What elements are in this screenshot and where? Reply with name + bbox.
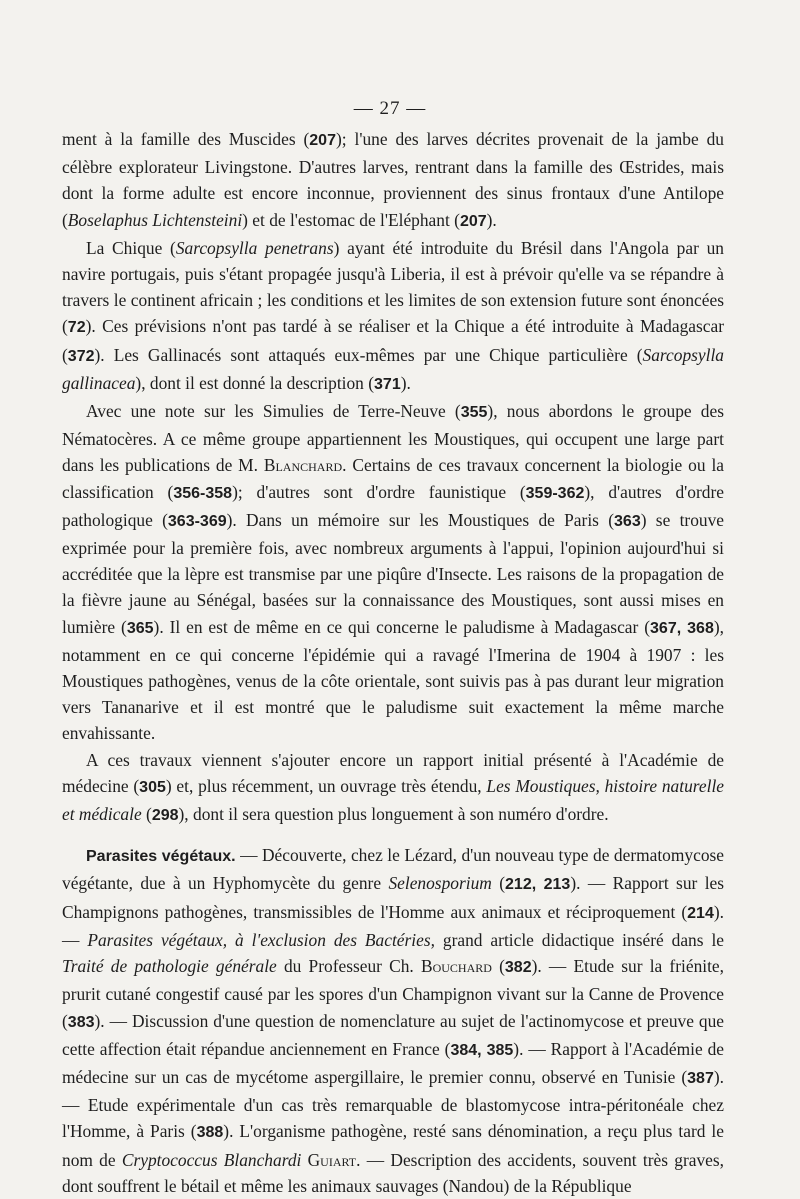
reference-number: 363-369 bbox=[167, 512, 227, 530]
reference-number: 214 bbox=[687, 904, 714, 922]
reference-number: 207 bbox=[309, 132, 336, 149]
reference-number: 212, 213 bbox=[505, 876, 571, 894]
section-heading: Parasites végétaux. bbox=[86, 848, 236, 866]
text-run: ). — Etude sur la friénite, prurit cutané congestif causé par les spores d'un Champignon vivant sur la Canne de Provence ( bbox=[62, 956, 724, 1031]
reference-number: 305 bbox=[139, 778, 166, 796]
text-run: ), d'autres d'ordre pathologique ( bbox=[62, 481, 724, 530]
paragraph-moustiques bbox=[62, 398, 724, 747]
text-run: ). — Etude expérimentale d'un cas très remarquable de blastomycose intra-péritonéale chez l'Homme, à Paris ( bbox=[62, 1066, 724, 1142]
text-run: ), dont il sera question plus longuement à son numéro d'ordre. bbox=[178, 804, 609, 825]
author-name: Blanchard bbox=[263, 455, 343, 476]
text-run: ). — Discussion d'une question de nomenclature au sujet de l'actinomycose et preuve que cette affection était répandue anciennement en France ( bbox=[62, 1010, 724, 1059]
text-run: ). Les Gallinacés sont attaqués eux-mêmes par une Chique particulière ( bbox=[94, 344, 643, 365]
text-run: ). Ces prévisions n'ont pas tardé à se réaliser et la Chique a été introduite à Madagascar ( bbox=[62, 316, 724, 365]
text-run: ) se trouve exprimée pour la première fois, avec nombreux arguments à l'appui, l'opinion aujourd'hui si accréditée que la lèpre est transmise par une piqûre d'Insecte. Les raisons de la propagation de la fièvre jaune au Sénégal, basées sur la connaissance des Moustiques, sont aussi mises en lumière ( bbox=[62, 509, 724, 637]
text-run: La Chique ( bbox=[86, 237, 176, 258]
text-run: ) et de l'estomac de l'Eléphant ( bbox=[242, 209, 460, 230]
italic-taxon: Cryptococcus Blanchardi bbox=[121, 1149, 302, 1170]
text-run: ). — Rapport sur les Champignons pathogènes, transmissibles de l'Homme aux animaux et réciproquement ( bbox=[62, 873, 725, 922]
italic-book-title: Les Moustiques, histoire naturelle et médicale bbox=[62, 775, 724, 825]
text-run: Avec une note sur les Simulies de Terre-Neuve ( bbox=[86, 401, 461, 422]
reference-number: 371 bbox=[374, 375, 401, 393]
text-run: ( bbox=[491, 873, 506, 894]
text-run: ). bbox=[400, 372, 411, 393]
text-run: ) et, plus récemment, un ouvrage très étendu, bbox=[165, 775, 487, 796]
reference-number: 355 bbox=[460, 404, 488, 422]
text-run: ). — bbox=[62, 901, 724, 950]
text-run: ) ayant été introduite du Brésil dans l'Angola par un navire portugais, puis s'étant propagée jusqu'à Liberia, il est à prévoir qu'elle va se répandre à travers le continent africain ; les conditions et les limites de son extension future sont énoncées ( bbox=[62, 237, 724, 337]
reference-number: 367, 368 bbox=[650, 619, 714, 637]
italic-article-title: Parasites végétaux, à l'exclusion des Bactéries, bbox=[87, 929, 435, 950]
text-run: . Certains de ces travaux concernent la biologie ou la classification ( bbox=[62, 455, 724, 502]
text-run: ). — Rapport à l'Académie de médecine sur un cas de mycétome aspergillaire, le premier connu, observé en Tunisie ( bbox=[62, 1038, 725, 1087]
text-run: — Découverte, chez le Lézard, d'un nouveau type de dermatomycose végétante, due à un Hyphomycète du genre bbox=[62, 845, 725, 894]
author-name: Guiart bbox=[307, 1149, 357, 1170]
reference-number: 207 bbox=[459, 212, 487, 230]
text-run: ( bbox=[141, 804, 152, 825]
page-number: — 27 — bbox=[353, 98, 427, 119]
reference-number: 383 bbox=[67, 1013, 95, 1031]
reference-number: 372 bbox=[67, 347, 95, 365]
text-run: grand article didactique inséré dans le bbox=[434, 929, 724, 950]
reference-number: 387 bbox=[687, 1069, 714, 1087]
text-run: ), nous abordons le groupe des Nématocères. A ce même groupe appartiennent les Moustiques, qui occupent une large part dans les publications de M. bbox=[62, 401, 724, 476]
text-run: A ces travaux viennent s'ajouter encore un rapport initial présenté à l'Académie de médecine ( bbox=[62, 749, 724, 796]
paragraph-muscides bbox=[62, 126, 724, 235]
reference-number: 359-362 bbox=[525, 484, 585, 502]
reference-number: 388 bbox=[196, 1124, 224, 1142]
text-run: ment à la famille des Muscides ( bbox=[62, 129, 310, 149]
text-run: ). L'organisme pathogène, resté sans dénomination, a reçu plus tard le nom de bbox=[62, 1121, 724, 1170]
paragraph-parasites-vegetaux bbox=[62, 842, 724, 1199]
text-run: ); l'une des larves décrites provenait de la jambe du célèbre explorateur Livingstone. D'autres larves, rentrant dans la famille des Œstrides, mais dont la forme adulte est encore inconnue, proviennent des sinus frontaux d'une Antilope ( bbox=[62, 129, 724, 230]
paragraph-travaux bbox=[62, 747, 724, 830]
italic-taxon: Sarcopsylla penetrans bbox=[175, 237, 334, 258]
text-run: ), notamment en ce qui concerne l'épidémie qui a ravagé l'Imerina de 1904 à 1907 : les Moustiques pathogènes, venus de la côte orientale, sont suivis pas à pas durant leur migration vers Tananarive et il est montré que le paludisme suit exactement la même marche envahissante. bbox=[62, 616, 724, 744]
reference-number: 72 bbox=[67, 319, 86, 337]
italic-book-title: Traité de pathologie générale bbox=[62, 956, 277, 977]
reference-number: 363 bbox=[614, 512, 641, 530]
reference-number: 356-358 bbox=[173, 484, 233, 502]
author-name: Bouchard bbox=[420, 956, 492, 977]
italic-taxon: Selenosporium bbox=[388, 873, 492, 894]
reference-number: 382 bbox=[504, 959, 532, 977]
reference-number: 298 bbox=[151, 807, 179, 825]
italic-taxon: Sarcopsylla gallinacea bbox=[62, 344, 724, 393]
text-run: ). Il en est de même en ce qui concerne le paludisme à Madagascar ( bbox=[153, 616, 651, 637]
text-run: . — Description des accidents, souvent très graves, dont souffrent le bétail et même les animaux sauvages (Nandou) de la République bbox=[62, 1149, 725, 1196]
text-run: ), dont il est donné la description ( bbox=[135, 372, 375, 393]
text-run: ( bbox=[491, 956, 505, 977]
text-run: ). Dans un mémoire sur les Moustiques de Paris ( bbox=[226, 509, 615, 530]
italic-taxon: Boselaphus Lichtensteini bbox=[67, 209, 243, 230]
paragraph-chique bbox=[62, 235, 724, 398]
reference-number: 365 bbox=[126, 619, 154, 637]
body-text bbox=[62, 126, 724, 1199]
text-run: ). bbox=[486, 209, 497, 230]
text-run: du Professeur Ch. bbox=[276, 956, 421, 977]
text-run: ); d'autres sont d'ordre faunistique ( bbox=[232, 481, 526, 502]
reference-number: 384, 385 bbox=[450, 1041, 514, 1059]
